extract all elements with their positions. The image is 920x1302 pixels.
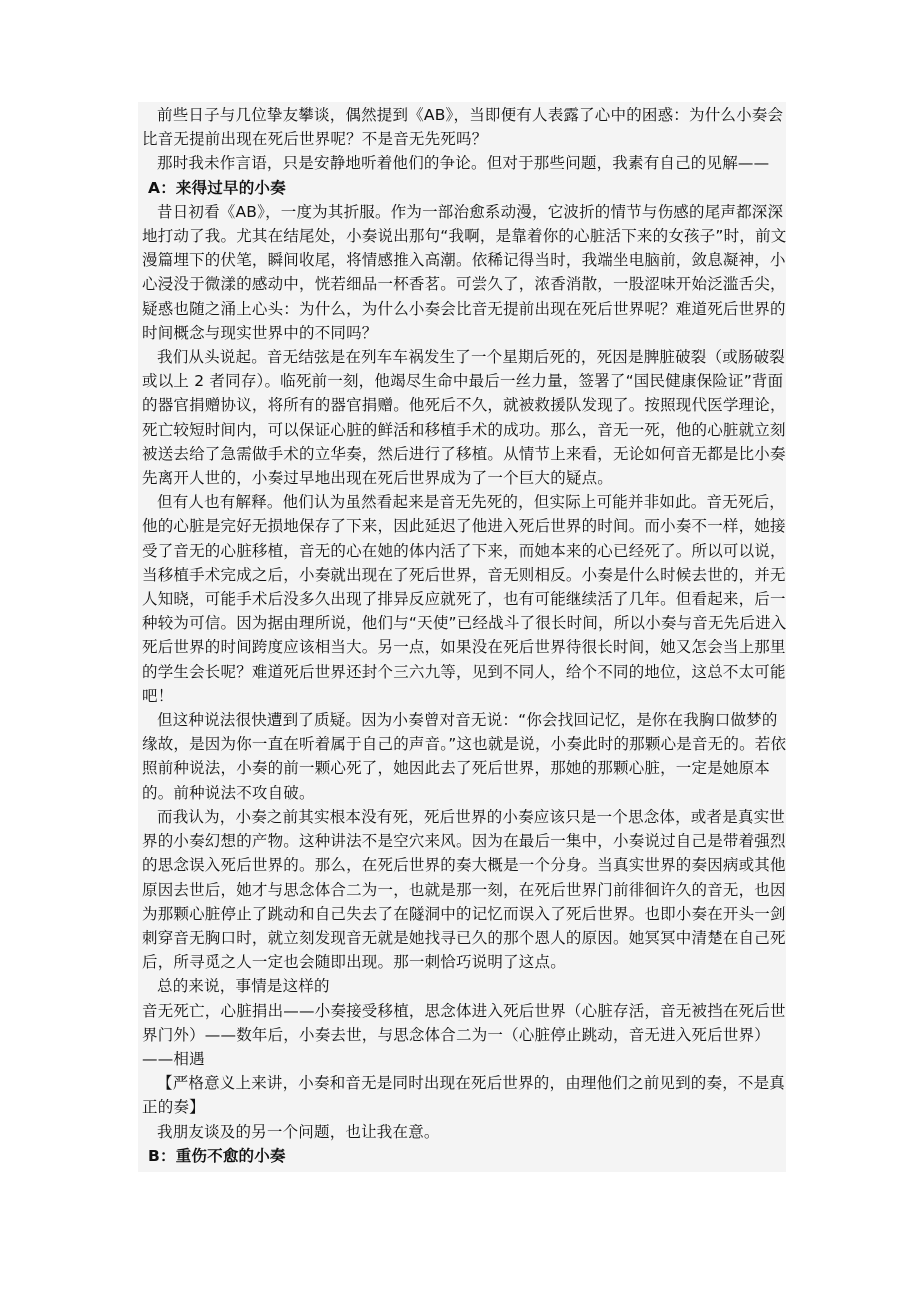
paragraph-intro: 前些日子与几位挚友攀谈，偶然提到《AB》，当即便有人表露了心中的困惑：为什么小奏会比音无提前出现在死后世界呢？不是音无先死吗？ bbox=[142, 106, 784, 149]
paragraph-opinion: 那时我未作言语，只是安静地听着他们的争论。但对于那些问题，我素有自己的见解—— bbox=[157, 154, 770, 173]
paragraph-my-view: 而我认为，小奏之前其实根本没有死，死后世界的小奏应该只是一个思念体，或者是真实世界的小奏幻想的产物。这种讲法不是空穴来风。因为在最后一集中，小奏说过自己是带着强烈的思念误入死后世界的。那么，在死后世界的奏大概是一个分身。当真实世界的奏因病或其他原因去世后，她才与思念体合二为一，也就是那一刻，在死后世界门前徘徊许久的音无，也因为那颗心脏停止了跳动和自己失去了在隧洞中的记忆而误入了死后世界。也即小奏在开头一剑刺穿音无胸口时，就立刻发现音无就是她找寻已久的那个恩人的原因。她冥冥中清楚在自己死后，所寻觅之人一定也会随即出现。那一刺恰巧说明了这点。 bbox=[142, 807, 786, 972]
section-heading-b: B：重伤不愈的小奏 bbox=[148, 1146, 286, 1165]
paragraph-event-flow: 音无死亡，心脏捐出——小奏接受移植，思念体进入死后世界（心脏存活，音无被挡在死后世界门外）——数年后，小奏去世，与思念体合二为一（心脏停止跳动，音无进入死后世界）——相遇 bbox=[142, 1001, 786, 1068]
paragraph-timeline: 我们从头说起。音无结弦是在列车车祸发生了一个星期后死的，死因是脾脏破裂（或肠破裂或以上 2 者同存）。临死前一刻，他竭尽生命中最后一丝力量，签署了“国民健康保险证”背面的器官捐赠协议，将所有的器官捐赠。他死后不久，就被救援队发现了。按照现代医学理论，死亡较短时间内，可以保证心脏的鲜活和移植手术的成功。那么，音无一死，他的心脏就立刻被送去给了急需做手术的立华奏，然后进行了移植。从情节上来看，无论如何音无都是比小奏先离开人世的，小奏过早地出现在死后世界成为了一个巨大的疑点。 bbox=[142, 348, 786, 488]
paragraph-bracket-note: 【严格意义上来讲，小奏和音无是同时出现在死后世界的，由理他们之前见到的奏，不是真正的奏】 bbox=[142, 1074, 786, 1117]
paragraph-transition: 我朋友谈及的另一个问题，也让我在意。 bbox=[157, 1122, 440, 1141]
document-body bbox=[142, 103, 790, 1168]
paragraph-first-impression: 昔日初看《AB》，一度为其折服。作为一部治愈系动漫，它波折的情节与伤感的尾声都深深地打动了我。尤其在结尾处，小奏说出那句“我啊，是靠着你的心脏活下来的女孩子”时，前文漫篇埋下的伏笔，瞬间收尾，将情感推入高潮。依稀记得当时，我端坐电脑前，敛息凝神，小心浸没于微漾的感动中，恍若细品一杯香茗。可尝久了，浓香消散，一股涩味开始泛滥舌尖，疑惑也随之涌上心头：为什么，为什么小奏会比音无提前出现在死后世界呢？难道死后世界的时间概念与现实世界中的不同吗？ bbox=[142, 202, 787, 342]
paragraph-rebuttal: 但这种说法很快遭到了质疑。因为小奏曾对音无说：“你会找回记忆，是你在我胸口做梦的缘故，是因为你一直在听着属于自己的声音。”这也就是说，小奏此时的那颗心是音无的。若依照前种说法，小奏的前一颗心死了，她因此去了死后世界，那她的那颗心脏，一定是她原本的。前种说法不攻自破。 bbox=[142, 711, 787, 802]
paragraph-explanation: 但有人也有解释。他们认为虽然看起来是音无先死的，但实际上可能并非如此。音无死后，他的心脏是完好无损地保存了下来，因此延迟了他进入死后世界的时间。而小奏不一样，她接受了音无的心脏移植，音无的心在她的体内活了下来，而她本来的心已经死了。所以可以说，当移植手术完成之后，小奏就出现在了死后世界，音无则相反。小奏是什么时候去世的，并无人知晓，可能手术后没多久出现了排异反应就死了，也有可能继续活了几年。但看起来，后一种较为可信。因为据由理所说，他们与“天使”已经战斗了很长时间，所以小奏与音无先后进入死后世界的时间跨度应该相当大。另一点，如果没在死后世界待很长时间，她又怎会当上那里的学生会长呢？难道死后世界还封个三六九等，见到不同人，给个不同的地位，这总不太可能吧！ bbox=[142, 493, 787, 705]
section-heading-a: A：来得过早的小奏 bbox=[148, 178, 286, 197]
paragraph-summary-lead: 总的来说，事情是这样的 bbox=[157, 977, 330, 996]
